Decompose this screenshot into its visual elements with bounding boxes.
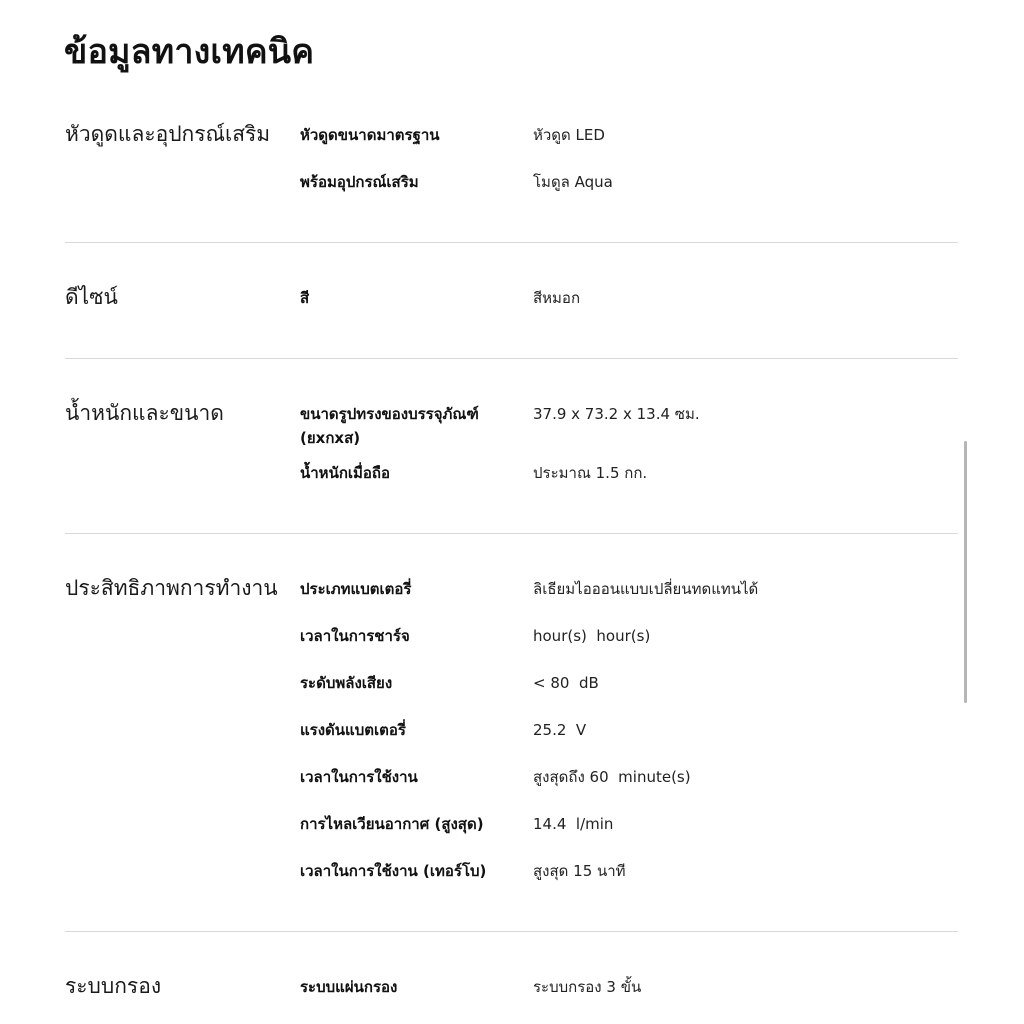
spec-row — [300, 707, 958, 754]
spec-label: การไหลเวียนอากาศ (สูงสุด) — [300, 815, 484, 833]
spec-value: 37.9 x 73.2 x 13.4 ซม. — [533, 405, 700, 423]
spec-value: สีหมอก — [533, 289, 581, 307]
spec-label: ระบบแผ่นกรอง — [300, 978, 398, 996]
spec-row — [300, 159, 958, 206]
spec-value: 25.2 V — [533, 721, 587, 739]
spec-value: < 80 dB — [533, 674, 599, 692]
spec-section-performance — [65, 534, 958, 932]
page-title: ข้อมูลทางเทคนิค — [64, 32, 315, 72]
spec-sections — [65, 112, 958, 1024]
spec-value: โมดูล Aqua — [533, 173, 613, 191]
spec-label: หัวดูดขนาดมาตรฐาน — [300, 126, 440, 144]
spec-value: hour(s) hour(s) — [533, 627, 651, 645]
spec-row — [300, 112, 958, 159]
spec-row — [300, 848, 958, 895]
spec-label: เวลาในการใช้งาน (เทอร์โบ) — [300, 862, 487, 880]
spec-label: เวลาในการชาร์จ — [300, 627, 410, 645]
spec-label: แรงดันแบตเตอรี่ — [300, 721, 406, 739]
spec-label: พร้อมอุปกรณ์เสริม — [300, 173, 419, 191]
spec-label: ระดับพลังเสียง — [300, 674, 393, 692]
spec-row — [300, 801, 958, 848]
section-title: ระบบกรอง — [65, 974, 162, 998]
spec-section-design — [65, 243, 958, 359]
spec-row — [300, 754, 958, 801]
spec-label: ประเภทแบตเตอรี่ — [300, 580, 412, 598]
spec-value: ประมาณ 1.5 กก. — [533, 464, 648, 482]
spec-section-heads-accessories — [65, 112, 958, 243]
spec-label: เวลาในการใช้งาน — [300, 768, 418, 786]
section-title: น้ำหนักและขนาด — [65, 401, 224, 425]
spec-rows — [300, 112, 958, 206]
spec-value: หัวดูด LED — [533, 126, 605, 144]
section-title: ประสิทธิภาพการทำงาน — [65, 576, 278, 600]
spec-row — [300, 660, 958, 707]
spec-row — [300, 450, 958, 497]
spec-row — [300, 613, 958, 660]
spec-rows — [300, 275, 958, 322]
spec-row — [300, 964, 958, 1011]
spec-rows — [300, 391, 958, 497]
spec-value: สูงสุดถึง 60 minute(s) — [533, 768, 691, 786]
spec-rows — [300, 964, 958, 1011]
section-title: ดีไซน์ — [65, 285, 118, 309]
spec-value: 14.4 l/min — [533, 815, 614, 833]
spec-value: ลิเธียมไอออนแบบเปลี่ยนทดแทนได้ — [533, 580, 759, 598]
spec-section-weight-dimensions — [65, 359, 958, 534]
spec-value: สูงสุด 15 นาที — [533, 862, 626, 880]
spec-label: น้ำหนักเมื่อถือ — [300, 464, 391, 482]
section-title: หัวดูดและอุปกรณ์เสริม — [65, 122, 271, 146]
vertical-scrollbar[interactable] — [964, 441, 967, 703]
spec-section-filtration — [65, 932, 958, 1024]
spec-label: ขนาดรูปทรงของบรรจุภัณฑ์ (ยxกxส) — [300, 405, 479, 447]
spec-rows — [300, 566, 958, 895]
spec-row — [300, 391, 958, 450]
spec-label: สี — [300, 289, 310, 307]
spec-row — [300, 275, 958, 322]
spec-row — [300, 566, 958, 613]
spec-value: ระบบกรอง 3 ขั้น — [533, 978, 642, 996]
